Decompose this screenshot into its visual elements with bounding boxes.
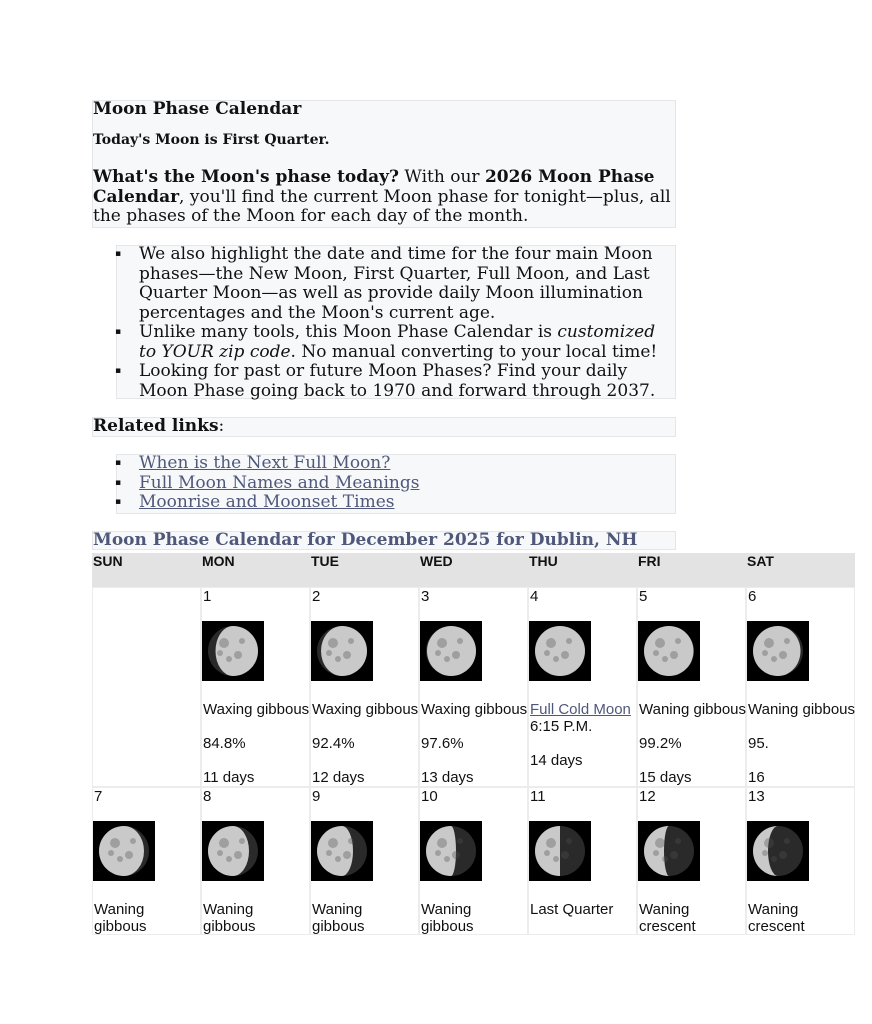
calendar-day-cell bbox=[528, 787, 637, 935]
moon-phase-icon bbox=[202, 621, 264, 681]
intro-text-2: , you'll find the current Moon phase for tonight—plus, all the phases of the Moon for each day of the month. bbox=[93, 186, 671, 226]
phase-name: Waxing gibbous bbox=[203, 701, 310, 718]
calendar-day-cell bbox=[310, 587, 419, 787]
link-item bbox=[93, 474, 673, 494]
phase-name: Waning gibbous bbox=[639, 701, 747, 718]
features-list bbox=[93, 245, 673, 401]
moon-phase-icon bbox=[202, 821, 264, 881]
calendar-day-cell bbox=[92, 787, 201, 935]
phase-name: Last Quarter bbox=[530, 901, 614, 918]
moon-phase-icon bbox=[311, 621, 373, 681]
moon-image bbox=[311, 821, 373, 881]
moon-age: 16 bbox=[748, 769, 765, 786]
today-moon-status: Today's Moon is First Quarter. bbox=[93, 132, 330, 148]
weekday-header-fri: FRI bbox=[637, 553, 746, 587]
moon-image bbox=[420, 621, 482, 681]
calendar-day-cell bbox=[201, 587, 310, 787]
weekday-header-mon: MON bbox=[201, 553, 310, 587]
calendar-day-cell bbox=[419, 787, 528, 935]
illumination-percent: 99.2% bbox=[639, 735, 682, 752]
feature-text: We also highlight the date and time for the four main Moon phases—the New Moon, First Quarter, Full Moon, and Last Quarter Moon—as well as provide daily Moon illumination percentages and the Moon's current age. bbox=[139, 244, 653, 323]
moon-image bbox=[529, 821, 591, 881]
day-number: 11 bbox=[530, 788, 546, 805]
moon-phase-icon bbox=[529, 621, 591, 681]
moon-image bbox=[202, 821, 264, 881]
weekday-header-sat: SAT bbox=[746, 553, 855, 587]
related-links-list bbox=[93, 454, 673, 513]
moon-phase-icon bbox=[311, 821, 373, 881]
feature-text: Unlike many tools, this Moon Phase Calendar is bbox=[139, 322, 558, 342]
illumination-percent: 97.6% bbox=[421, 735, 464, 752]
calendar-day-cell bbox=[746, 587, 855, 787]
moon-phase-icon bbox=[420, 821, 482, 881]
feature-text: . No manual converting to your local time! bbox=[290, 341, 658, 362]
intro-question: What's the Moon's phase today? bbox=[93, 167, 400, 187]
day-number: 9 bbox=[312, 788, 321, 805]
day-number: 6 bbox=[748, 588, 757, 605]
moon-phase-icon bbox=[93, 821, 155, 881]
illumination-percent: 95. bbox=[748, 735, 769, 752]
moon-image bbox=[93, 821, 155, 881]
illumination-percent: 84.8% bbox=[203, 735, 246, 752]
calendar-day-cell bbox=[637, 787, 746, 935]
link-item bbox=[93, 493, 673, 513]
moon-age: 12 days bbox=[312, 769, 365, 786]
calendar-day-cell bbox=[201, 787, 310, 935]
moon-age: 11 days bbox=[203, 769, 255, 786]
phase-time: 6:15 P.M. bbox=[530, 718, 593, 735]
moon-age: 14 days bbox=[530, 752, 583, 769]
feature-item bbox=[93, 362, 673, 401]
moon-phase-icon bbox=[638, 821, 700, 881]
full-moon-name-link[interactable]: Full Cold Moon bbox=[530, 701, 631, 718]
moon-image bbox=[202, 621, 264, 681]
feature-item bbox=[93, 323, 673, 362]
weekday-header-sun: SUN bbox=[92, 553, 201, 587]
intro-text-1: With our bbox=[399, 167, 485, 187]
moon-phase-icon bbox=[638, 621, 700, 681]
page-title: Moon Phase Calendar bbox=[93, 99, 302, 119]
illumination-percent: 92.4% bbox=[312, 735, 355, 752]
calendar-day-cell bbox=[746, 787, 855, 935]
day-number: 12 bbox=[639, 788, 656, 805]
feature-item bbox=[93, 245, 673, 323]
weekday-header-tue: TUE bbox=[310, 553, 419, 587]
day-number: 3 bbox=[421, 588, 430, 605]
day-number: 13 bbox=[748, 788, 765, 805]
weekday-header-wed: WED bbox=[419, 553, 528, 587]
calendar-day-cell bbox=[310, 787, 419, 935]
calendar-day-cell bbox=[528, 587, 637, 787]
phase-name: Waning gibbous bbox=[203, 901, 256, 935]
phase-name: Waning gibbous bbox=[312, 901, 365, 935]
moon-image bbox=[420, 821, 482, 881]
phase-name: Waxing gibbous bbox=[421, 701, 528, 718]
day-number: 8 bbox=[203, 788, 212, 805]
feature-emphasis: customized to YOUR zip code bbox=[139, 322, 656, 362]
related-label: Related links bbox=[93, 416, 219, 436]
moon-phase-icon bbox=[529, 821, 591, 881]
moon-image bbox=[529, 621, 591, 681]
moon-age: 15 days bbox=[639, 769, 692, 786]
moon-phase-icon bbox=[747, 821, 809, 881]
calendar-day-cell bbox=[637, 587, 746, 787]
phase-name: Waning gibbous bbox=[94, 901, 147, 935]
calendar-title: Moon Phase Calendar for December 2025 for Dublin, NH bbox=[93, 530, 638, 550]
full-moon-names-link[interactable]: Full Moon Names and Meanings bbox=[139, 472, 420, 493]
day-number: 4 bbox=[530, 588, 539, 605]
moonrise-moonset-link[interactable]: Moonrise and Moonset Times bbox=[139, 492, 395, 512]
related-links-heading bbox=[93, 416, 224, 436]
phase-name: Waning gibbous bbox=[748, 701, 856, 718]
link-item bbox=[93, 454, 673, 474]
next-full-moon-link[interactable]: When is the Next Full Moon? bbox=[139, 453, 391, 473]
day-number: 2 bbox=[312, 588, 321, 605]
day-number: 1 bbox=[203, 588, 212, 605]
intro-calendar-name: 2026 Moon Phase Calendar bbox=[93, 167, 655, 207]
calendar-day-cell bbox=[419, 587, 528, 787]
moon-image bbox=[747, 621, 809, 681]
intro-paragraph bbox=[93, 168, 673, 227]
day-number: 7 bbox=[94, 788, 103, 805]
phase-name: Waning gibbous bbox=[421, 901, 474, 935]
phase-name: Waning crescent bbox=[748, 901, 805, 935]
moon-image bbox=[311, 621, 373, 681]
moon-age: 13 days bbox=[421, 769, 474, 786]
weekday-header-thu: THU bbox=[528, 553, 637, 587]
moon-image bbox=[747, 821, 809, 881]
moon-phase-icon bbox=[420, 621, 482, 681]
moon-phase-icon bbox=[747, 621, 809, 681]
phase-name: Waning crescent bbox=[639, 901, 696, 935]
feature-text: Looking for past or future Moon Phases? Find your daily Moon Phase going back to 1970 and forward through 2037. bbox=[139, 361, 656, 401]
calendar-cell-empty bbox=[92, 587, 201, 787]
day-number: 10 bbox=[421, 788, 438, 805]
day-number: 5 bbox=[639, 588, 648, 605]
moon-image bbox=[638, 621, 700, 681]
phase-name: Waxing gibbous bbox=[312, 701, 419, 718]
related-suffix: : bbox=[218, 416, 225, 436]
moon-image bbox=[638, 821, 700, 881]
